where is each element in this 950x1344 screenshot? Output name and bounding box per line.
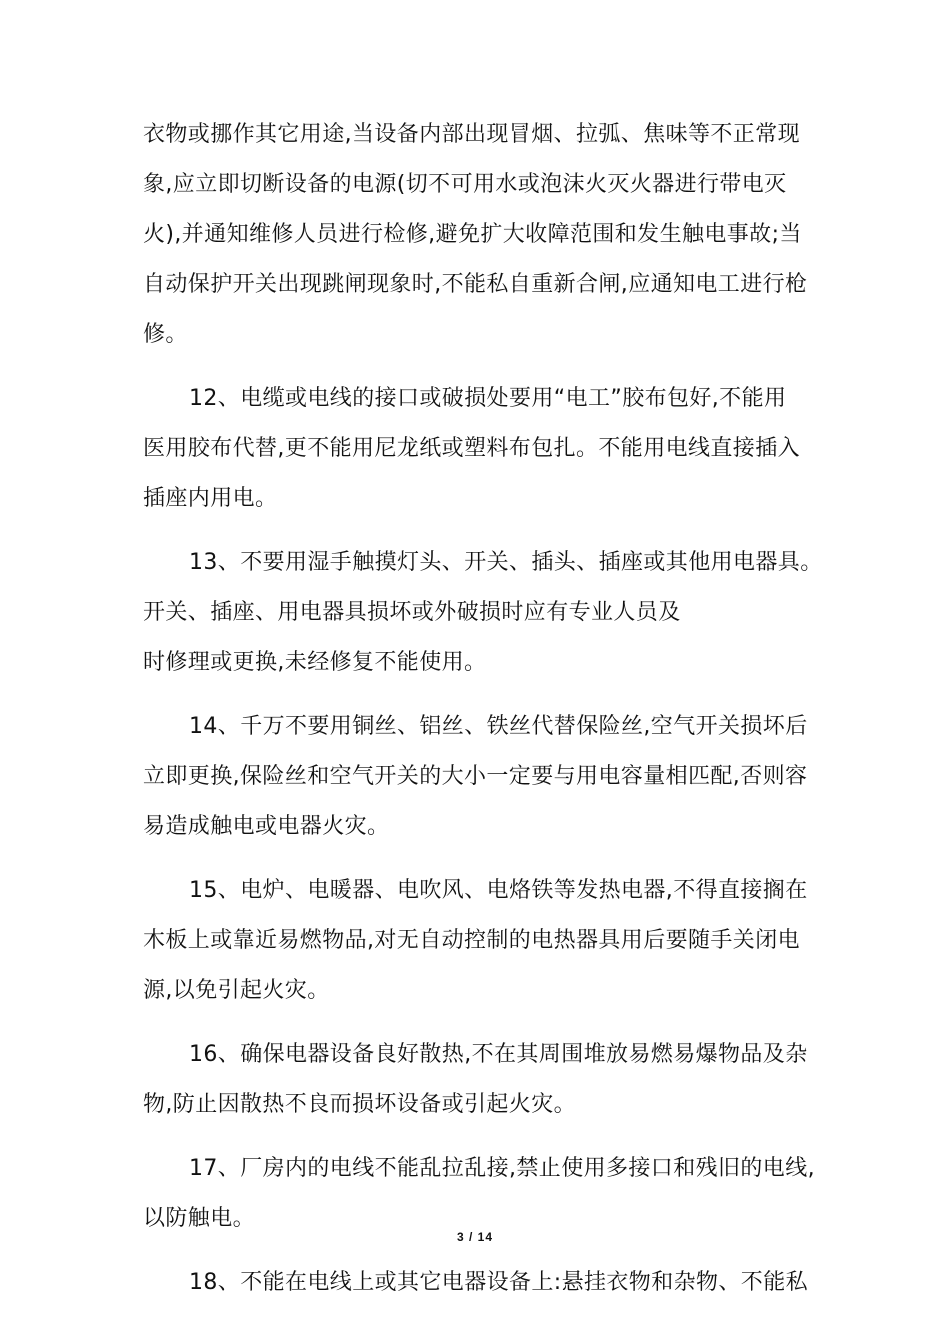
text-line: 15、电炉、电暖器、电吹风、电烙铁等发热电器,不得直接搁在 [189,878,808,903]
text-line: 14、千万不要用铜丝、铝丝、铁丝代替保险丝,空气开关损坏后 [189,714,808,739]
text-line: 源,以免引起火灾。 [143,978,330,1003]
text-line: 插座内用电。 [143,486,278,511]
paragraph-17 [143,1144,813,1244]
text-line: 医用胶布代替,更不能用尼龙纸或塑料布包扎。不能用电线直接插入 [143,436,800,461]
text-line: 18、不能在电线上或其它电器设备上:悬挂衣物和杂物、不能私 [189,1270,809,1295]
document-body [143,110,823,1308]
paragraph-16 [143,1030,813,1130]
page-number: 3 / 14 [456,1230,494,1244]
text-line: 衣物或挪作其它用途,当设备内部出现冒烟、拉弧、焦味等不正常现 [143,122,800,147]
text-line: 13、不要用湿手触摸灯头、开关、插头、插座或其他用电器具。 [189,550,823,575]
text-line: 开关、插座、用电器具损坏或外破损时应有专业人员及 [143,600,681,625]
text-line: 物,防止因散热不良而损坏设备或引起火灾。 [143,1092,576,1117]
text-line: 自动保护开关出现跳闸现象时,不能私自重新合闸,应通知电工进行枪 [143,272,808,297]
paragraph-14 [143,702,813,852]
text-line: 象,应立即切断设备的电源(切不可用水或泡沫火灭火器进行带电灭 [143,172,787,197]
paragraph-11-continued [143,110,813,360]
text-line: 易造成触电或电器火灾。 [143,814,390,839]
paragraph-12 [143,374,813,524]
text-line: 修。 [143,322,188,347]
paragraph-13 [143,538,823,688]
text-line: 立即更换,保险丝和空气开关的大小一定要与用电容量相匹配,否则容 [143,764,808,789]
text-line: 17、厂房内的电线不能乱拉乱接,禁止使用多接口和残旧的电线, [189,1156,815,1181]
text-line: 时修理或更换,未经修复不能使用。 [143,650,487,675]
text-line: 木板上或靠近易燃物品,对无自动控制的电热器具用后要随手关闭电 [143,928,800,953]
text-line: 16、确保电器设备良好散热,不在其周围堆放易燃易爆物品及杂 [189,1042,808,1067]
text-line: 12、电缆或电线的接口或破损处要用“电工”胶布包好,不能用 [189,386,787,411]
paragraph-18 [143,1258,813,1308]
text-line: 火),并通知维修人员进行检修,避免扩大收障范围和发生触电事故;当 [143,222,802,247]
paragraph-15 [143,866,813,1016]
text-line: 以防触电。 [143,1206,256,1231]
